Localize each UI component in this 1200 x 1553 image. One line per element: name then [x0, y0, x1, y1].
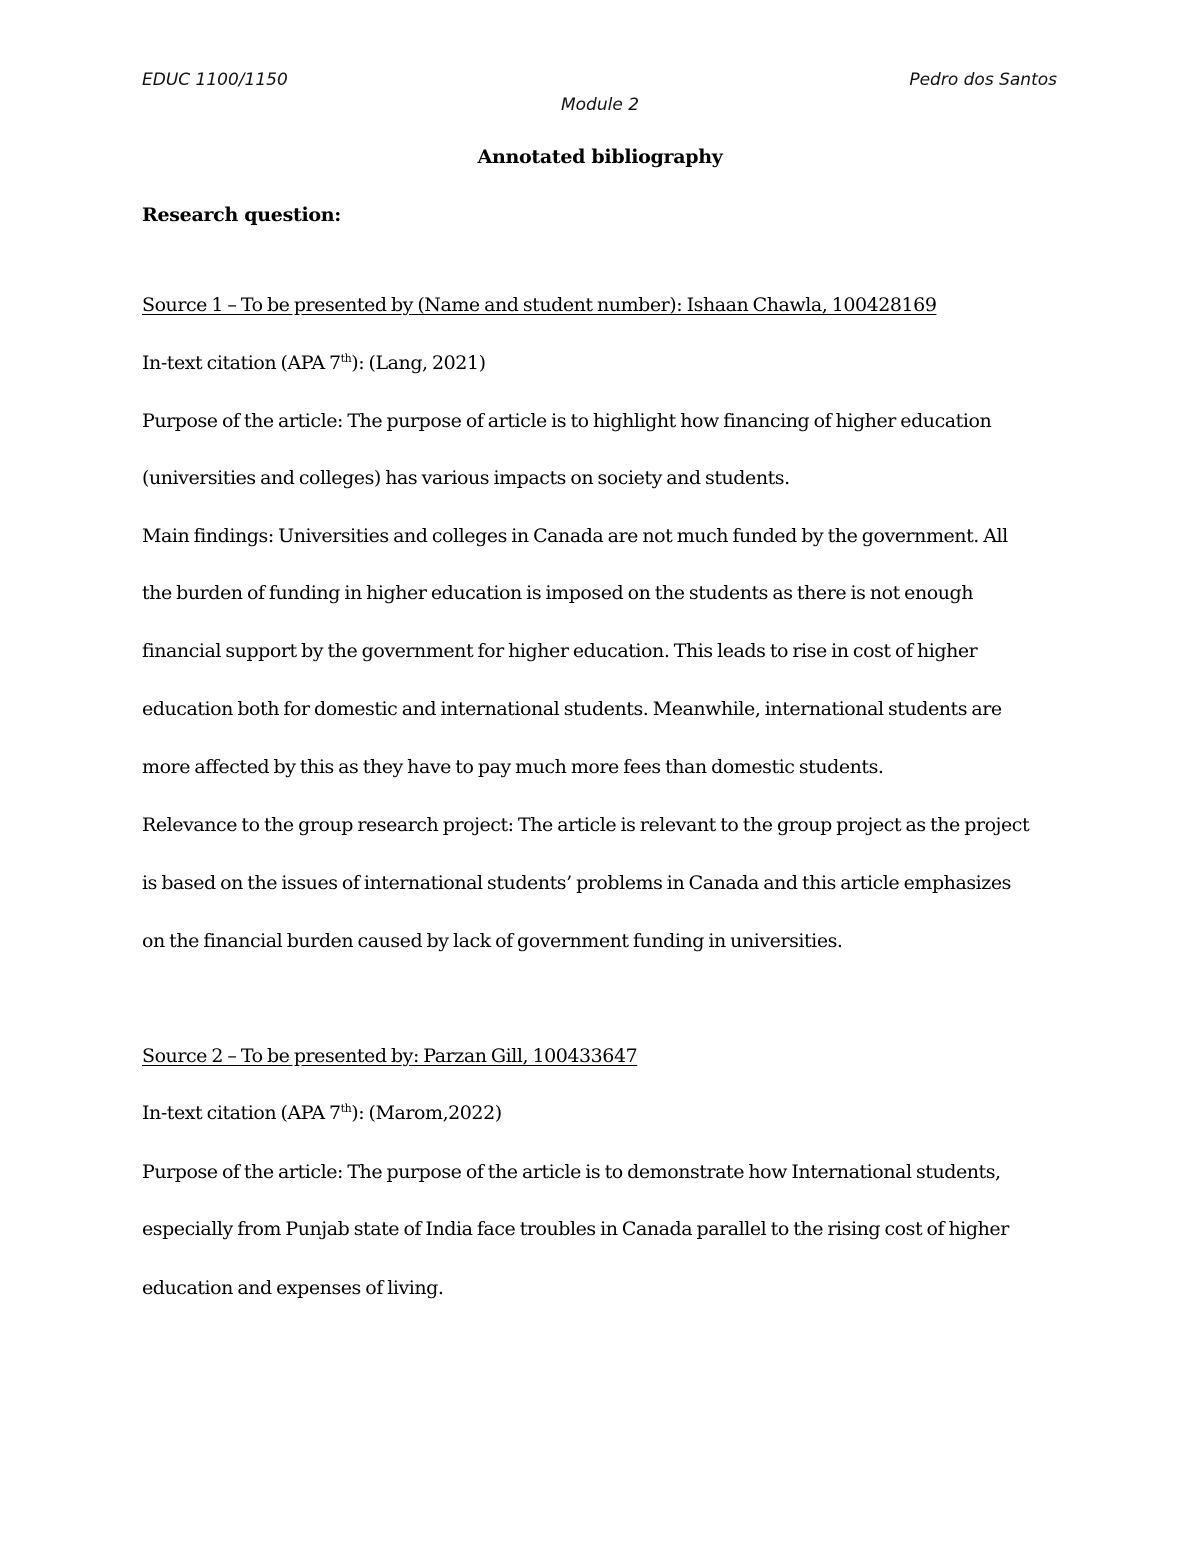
source1-line: on the financial burden caused by lack of government funding in universities.	[142, 930, 843, 952]
source1-line: Main findings: Universities and colleges in Canada are not much funded by the government. All	[142, 525, 1008, 547]
source1-citation-sup: th	[340, 352, 352, 365]
source1-line: Relevance to the group research project: The article is relevant to the group project as the project	[142, 814, 1030, 836]
document-title: Annotated bibliography	[477, 146, 723, 168]
source2-citation-prefix: In-text citation (APA 7	[142, 1102, 341, 1124]
source2-line: especially from Punjab state of India face troubles in Canada parallel to the rising cost of higher	[142, 1218, 1009, 1240]
source2-citation-sup: th	[340, 1102, 352, 1115]
source2-citation	[142, 1101, 502, 1125]
source1-line: Purpose of the article: The purpose of article is to highlight how financing of higher education	[142, 410, 992, 432]
source2-line: education and expenses of living.	[142, 1277, 444, 1299]
source1-line: is based on the issues of international students’ problems in Canada and this article emphasizes	[142, 872, 1011, 894]
header-author: Pedro dos Santos	[909, 70, 1057, 90]
source1-heading: Source 1 – To be presented by (Name and student number): Ishaan Chawla, 100428169	[142, 294, 937, 316]
header-module: Module 2	[560, 95, 640, 115]
research-question-label: Research question:	[142, 204, 341, 226]
source1-citation	[142, 351, 486, 375]
source1-line: more affected by this as they have to pay much more fees than domestic students.	[142, 756, 884, 778]
source1-line: financial support by the government for higher education. This leads to rise in cost of higher	[142, 640, 978, 662]
source1-citation-prefix: In-text citation (APA 7	[142, 352, 341, 374]
header-course: EDUC 1100/1150	[142, 70, 288, 90]
source1-line: education both for domestic and international students. Meanwhile, international students are	[142, 698, 1002, 720]
source1-citation-suffix: ): (Lang, 2021)	[351, 352, 486, 374]
source2-citation-suffix: ): (Marom,2022)	[351, 1102, 502, 1124]
source1-line: (universities and colleges) has various impacts on society and students.	[142, 467, 790, 489]
source2-heading: Source 2 – To be presented by: Parzan Gill, 100433647	[142, 1045, 638, 1067]
source2-line: Purpose of the article: The purpose of the article is to demonstrate how International students,	[142, 1161, 1001, 1183]
source1-line: the burden of funding in higher education is imposed on the students as there is not enough	[142, 582, 974, 604]
